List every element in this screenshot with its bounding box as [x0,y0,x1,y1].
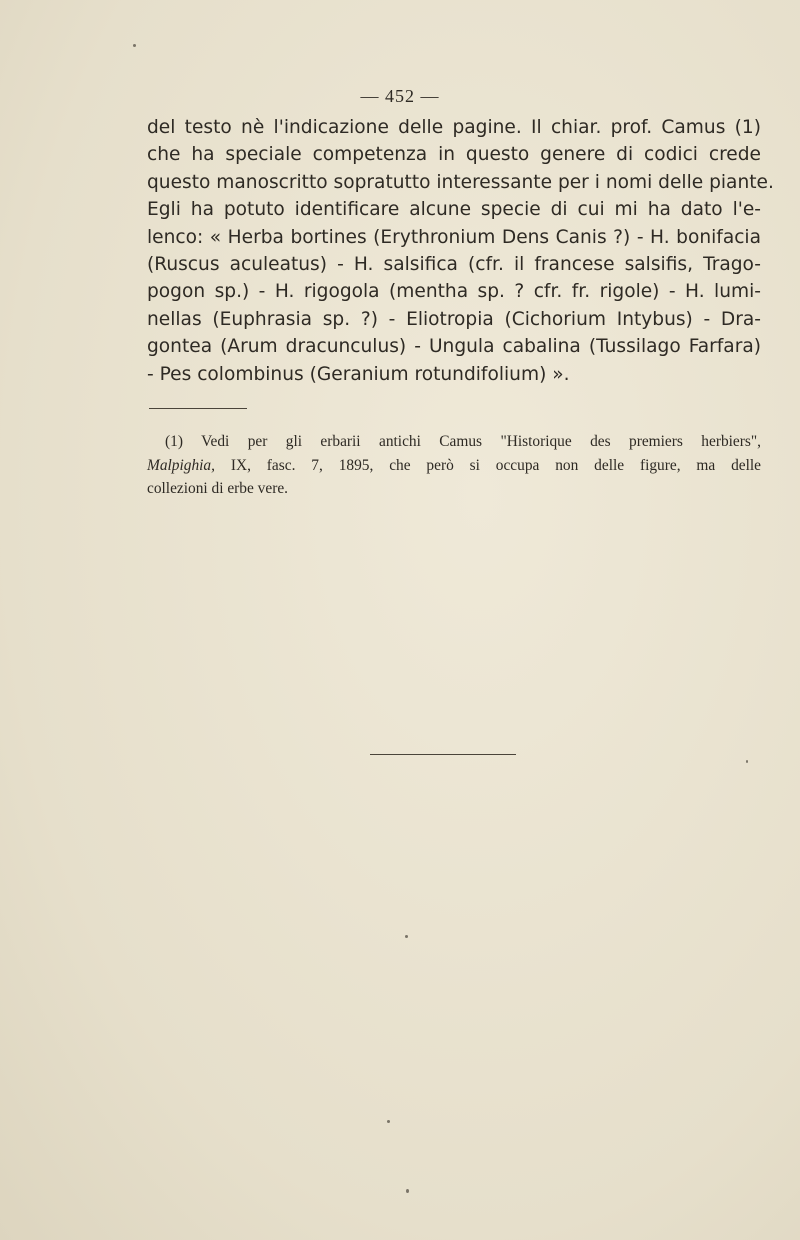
text-line: - Pes colombinus (Geranium rotundifolium) ». [147,363,570,385]
body-paragraph [147,114,774,388]
footnote-separator [149,408,247,409]
text-line: nellas (Euphrasia sp. ?) - Eliotropia (Cichorium Intybus) - Dra- [147,308,761,330]
footnote-line [147,454,761,478]
paper-speck [133,44,136,47]
paper-speck [406,1189,409,1193]
footnote [147,430,761,501]
text-line: del testo nè l'indicazione delle pagine. Il chiar. prof. Camus (1) [147,117,761,138]
footnote-line: collezioni di erbe vere. [147,480,289,497]
journal-title: Malpighia, [147,456,215,474]
text-line: pogon sp.) - H. rigogola (mentha sp. ? cfr. fr. rigole) - H. lumi- [147,281,761,303]
footnote-line-rest: IX, fasc. 7, 1895, che però si occupa non delle figure, ma delle [214,456,761,474]
end-rule [370,754,516,755]
footnote-line: (1) Vedi per gli erbarii antichi Camus "Historique des premiers herbiers", [165,433,761,450]
text-line: lenco: « Herba bortines (Erythronium Dens Canis ?) - H. bonifacia [147,226,761,248]
page-number: — 452 — [360,86,440,106]
text-line: Egli ha potuto identificare alcune specie di cui mi ha dato l'e- [147,199,761,221]
text-line: gontea (Arum dracunculus) - Ungula cabalina (Tussilago Farfara) [147,336,761,358]
paper-speck [387,1120,390,1123]
paper-speck [405,935,408,938]
paper-speck [746,760,748,763]
text-line: che ha speciale competenza in questo genere di codici crede [147,144,761,166]
text-line: questo manoscritto sopratutto interessante per i nomi delle piante. [147,171,774,193]
text-line: (Ruscus aculeatus) - H. salsifica (cfr. il francese salsifis, Trago- [147,254,761,276]
